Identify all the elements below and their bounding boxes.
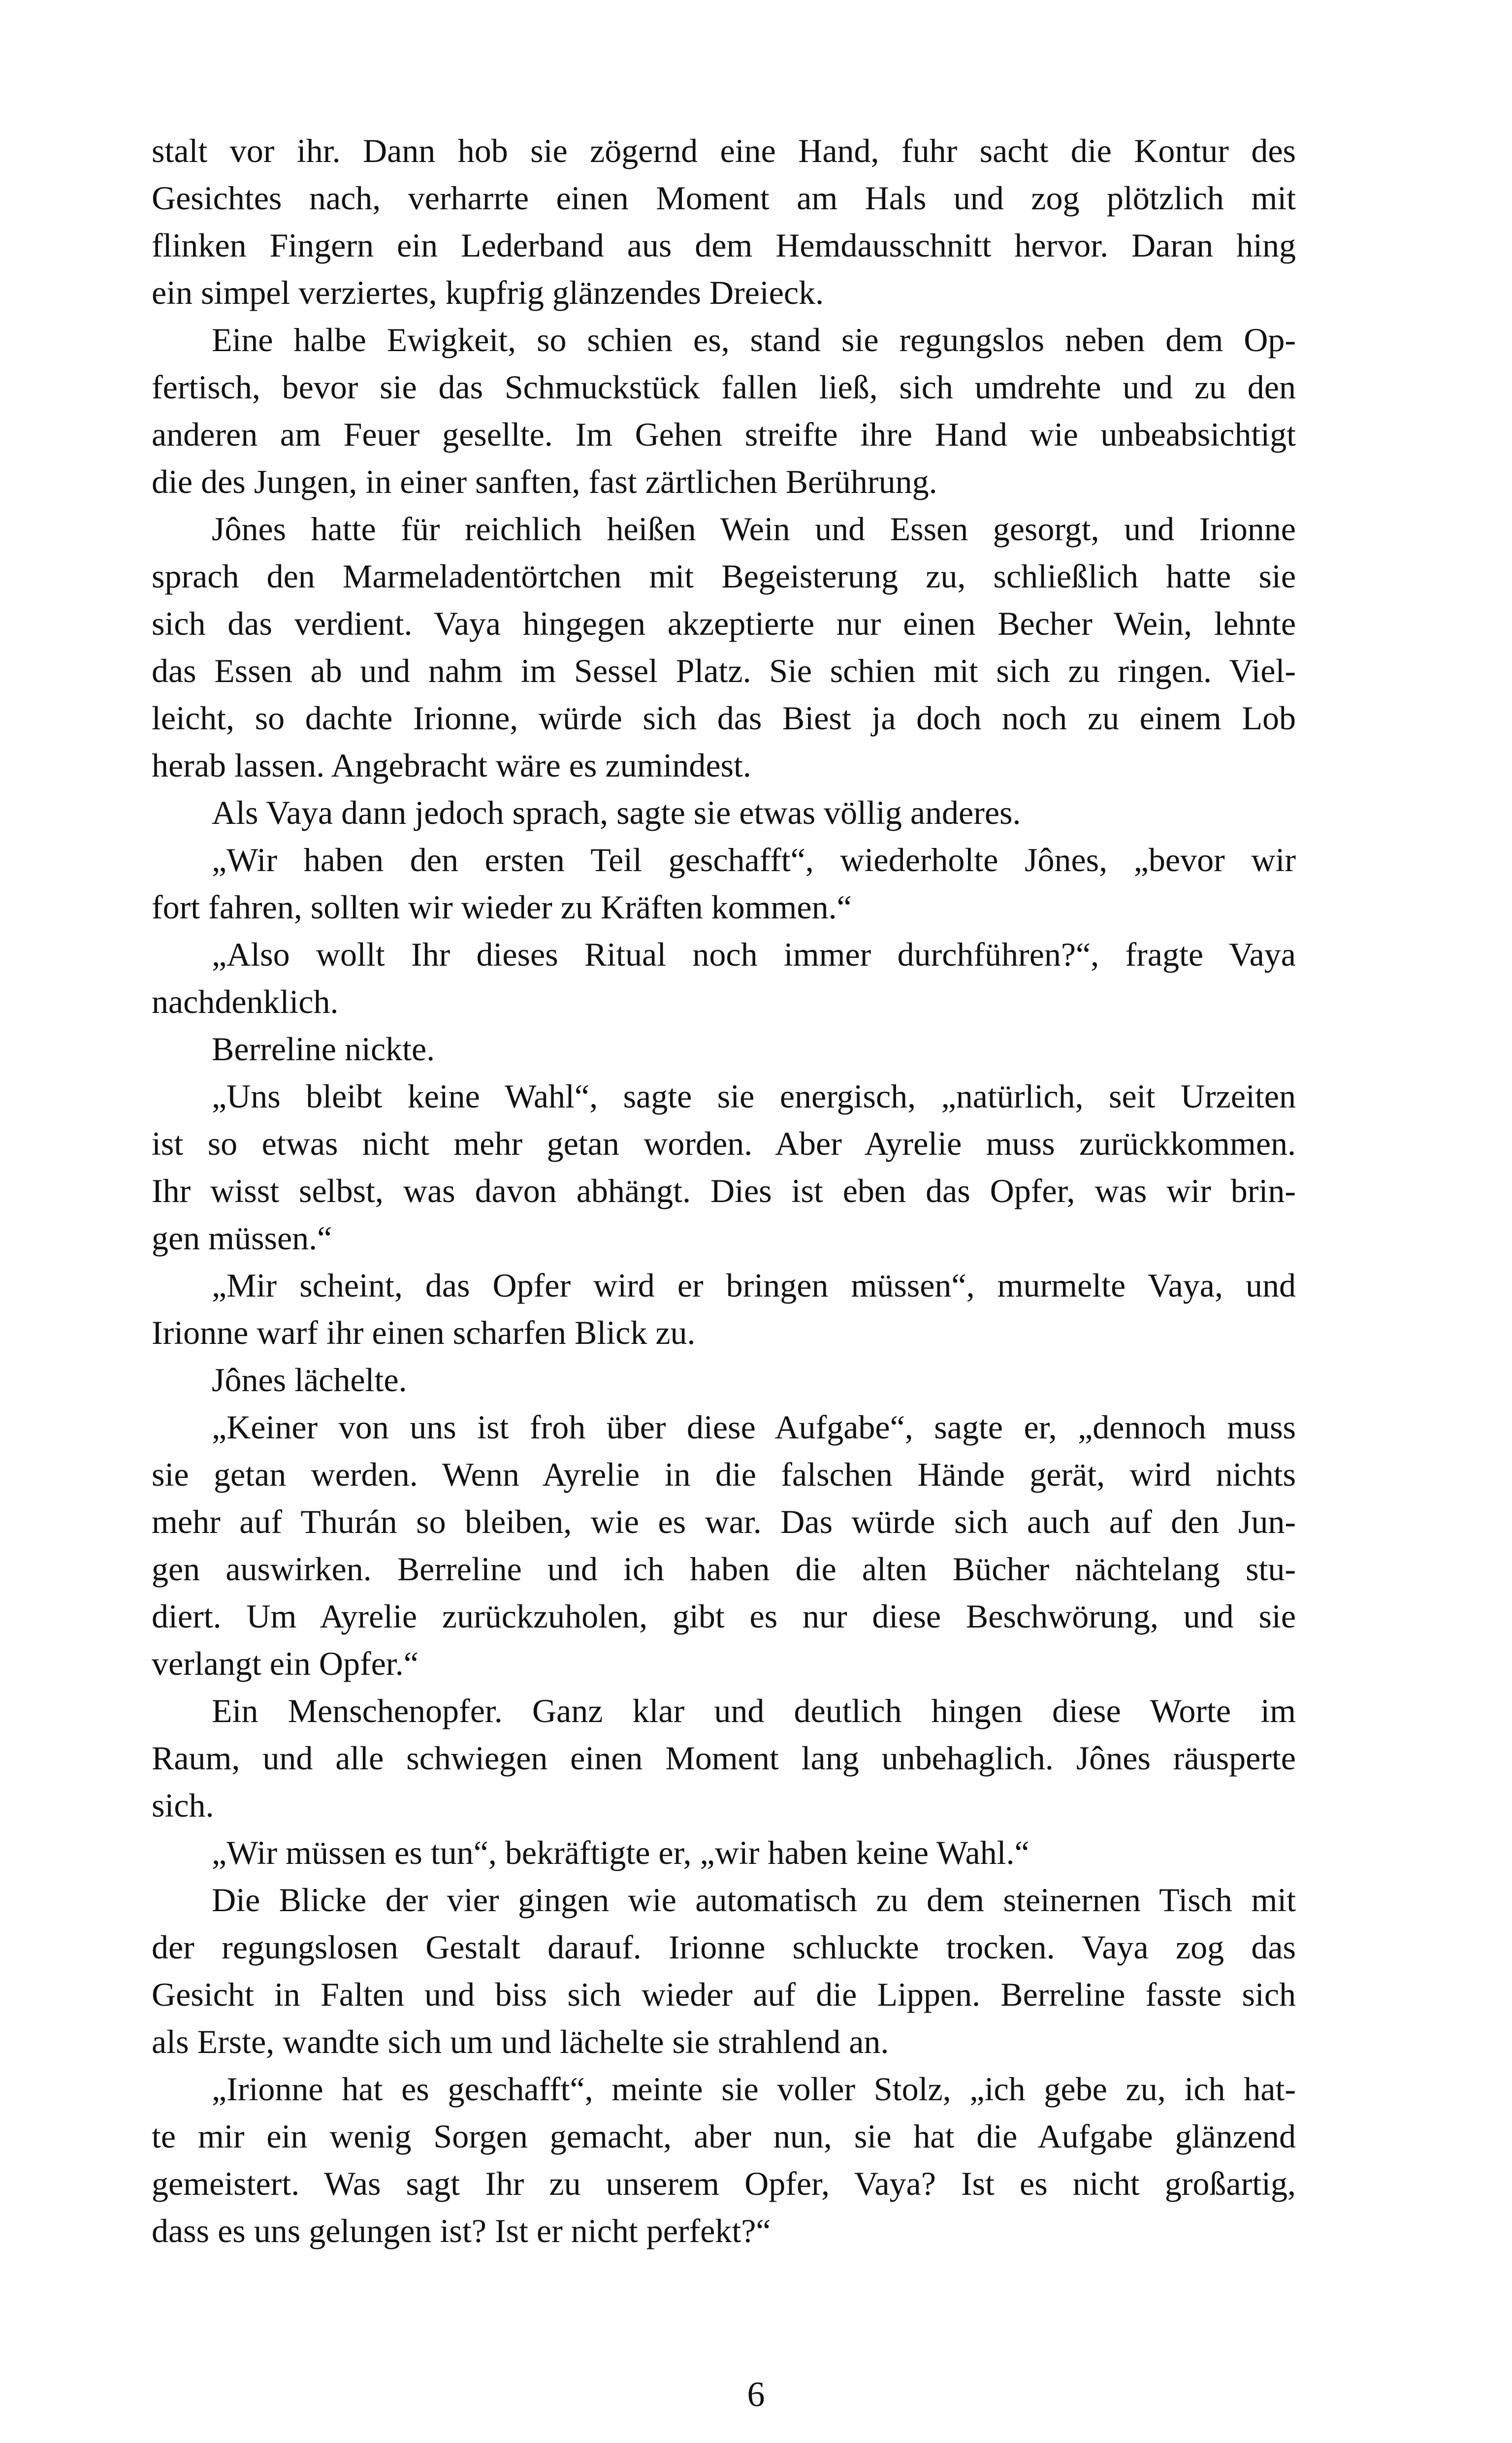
- text-line: der regungslosen Gestalt darauf. Irionne schluckte trocken. Vaya zog das: [152, 1928, 1296, 1966]
- text-line: Irionne warf ihr einen scharfen Blick zu.: [152, 1314, 696, 1351]
- text-line: „Wir haben den ersten Teil geschafft“, wiederholte Jônes, „bevor wir: [212, 841, 1296, 879]
- text-line: gemeistert. Was sagt Ihr zu unserem Opfer, Vaya? Ist es nicht großartig,: [152, 2165, 1296, 2202]
- text-line: „Keiner von uns ist froh über diese Aufgabe“, sagte er, „dennoch muss: [212, 1408, 1296, 1446]
- text-line: ist so etwas nicht mehr getan worden. Aber Ayrelie muss zurückkommen.: [152, 1125, 1296, 1162]
- text-line: das Essen ab und nahm im Sessel Platz. Sie schien mit sich zu ringen. Viel-: [152, 652, 1296, 689]
- page-number: 6: [747, 2375, 765, 2414]
- text-line: Jônes hatte für reichlich heißen Wein und Essen gesorgt, und Irionne: [212, 510, 1296, 548]
- text-line: te mir ein wenig Sorgen gemacht, aber nun, sie hat die Aufgabe glänzend: [152, 2117, 1296, 2155]
- text-line: verlangt ein Opfer.“: [152, 1645, 418, 1682]
- text-line: Jônes lächelte.: [212, 1361, 407, 1399]
- text-line: Gesichtes nach, verharrte einen Moment am Hals und zog plötzlich mit: [152, 179, 1296, 217]
- text-line: sprach den Marmeladentörtchen mit Begeisterung zu, schließlich hatte sie: [152, 557, 1296, 595]
- text-line: diert. Um Ayrelie zurückzuholen, gibt es nur diese Beschwörung, und sie: [152, 1597, 1296, 1635]
- text-line: dass es uns gelungen ist? Ist er nicht perfekt?“: [152, 2212, 771, 2249]
- text-line: herab lassen. Angebracht wäre es zumindest.: [152, 747, 751, 784]
- text-line: Eine halbe Ewigkeit, so schien es, stand sie regungslos neben dem Op-: [212, 321, 1296, 358]
- text-line: fertisch, bevor sie das Schmuckstück fallen ließ, sich umdrehte und zu den: [152, 368, 1296, 406]
- body-text: [152, 127, 1296, 2254]
- text-line: flinken Fingern ein Lederband aus dem Hemdausschnitt hervor. Daran hing: [152, 227, 1296, 264]
- text-line: Die Blicke der vier gingen wie automatisch zu dem steinernen Tisch mit: [212, 1881, 1296, 1919]
- text-line: ein simpel verziertes, kupfrig glänzendes Dreieck.: [152, 274, 824, 311]
- text-line: Als Vaya dann jedoch sprach, sagte sie etwas völlig anderes.: [212, 794, 1021, 831]
- text-line: sich.: [152, 1787, 214, 1824]
- text-line: „Also wollt Ihr dieses Ritual noch immer durchführen?“, fragte Vaya: [212, 936, 1296, 973]
- text-line: anderen am Feuer gesellte. Im Gehen streifte ihre Hand wie unbeabsichtigt: [152, 416, 1296, 453]
- text-line: Ein Menschenopfer. Ganz klar und deutlich hingen diese Worte im: [212, 1692, 1296, 1729]
- text-line: als Erste, wandte sich um und lächelte sie strahlend an.: [152, 2023, 889, 2060]
- text-line: fort fahren, sollten wir wieder zu Kräften kommen.“: [152, 888, 852, 926]
- text-line: Raum, und alle schwiegen einen Moment lang unbehaglich. Jônes räusperte: [152, 1739, 1296, 1777]
- text-line: gen müssen.“: [152, 1219, 332, 1257]
- text-line: „Mir scheint, das Opfer wird er bringen müssen“, murmelte Vaya, und: [212, 1267, 1296, 1304]
- text-line: die des Jungen, in einer sanften, fast zärtlichen Berührung.: [152, 463, 937, 500]
- text-line: „Uns bleibt keine Wahl“, sagte sie energisch, „natürlich, seit Urzeiten: [212, 1077, 1296, 1115]
- text-line: mehr auf Thurán so bleiben, wie es war. Das würde sich auch auf den Jun-: [152, 1503, 1296, 1540]
- text-line: Berreline nickte.: [212, 1030, 435, 1068]
- text-line: gen auswirken. Berreline und ich haben die alten Bücher nächtelang stu-: [152, 1550, 1296, 1588]
- text-line: sie getan werden. Wenn Ayrelie in die falschen Hände gerät, wird nichts: [152, 1456, 1296, 1493]
- text-line: „Wir müssen es tun“, bekräftigte er, „wir haben keine Wahl.“: [212, 1834, 1029, 1871]
- text-line: stalt vor ihr. Dann hob sie zögernd eine Hand, fuhr sacht die Kontur des: [152, 132, 1296, 169]
- text-line: leicht, so dachte Irionne, würde sich das Biest ja doch noch zu einem Lob: [152, 699, 1296, 737]
- text-line: Gesicht in Falten und biss sich wieder auf die Lippen. Berreline fasste sich: [152, 1976, 1296, 2013]
- text-line: „Irionne hat es geschafft“, meinte sie voller Stolz, „ich gebe zu, ich hat-: [212, 2070, 1296, 2108]
- text-line: Ihr wisst selbst, was davon abhängt. Dies ist eben das Opfer, was wir brin-: [152, 1172, 1296, 1209]
- text-line: nachdenklich.: [152, 983, 339, 1020]
- text-line: sich das verdient. Vaya hingegen akzeptierte nur einen Becher Wein, lehnte: [152, 605, 1296, 642]
